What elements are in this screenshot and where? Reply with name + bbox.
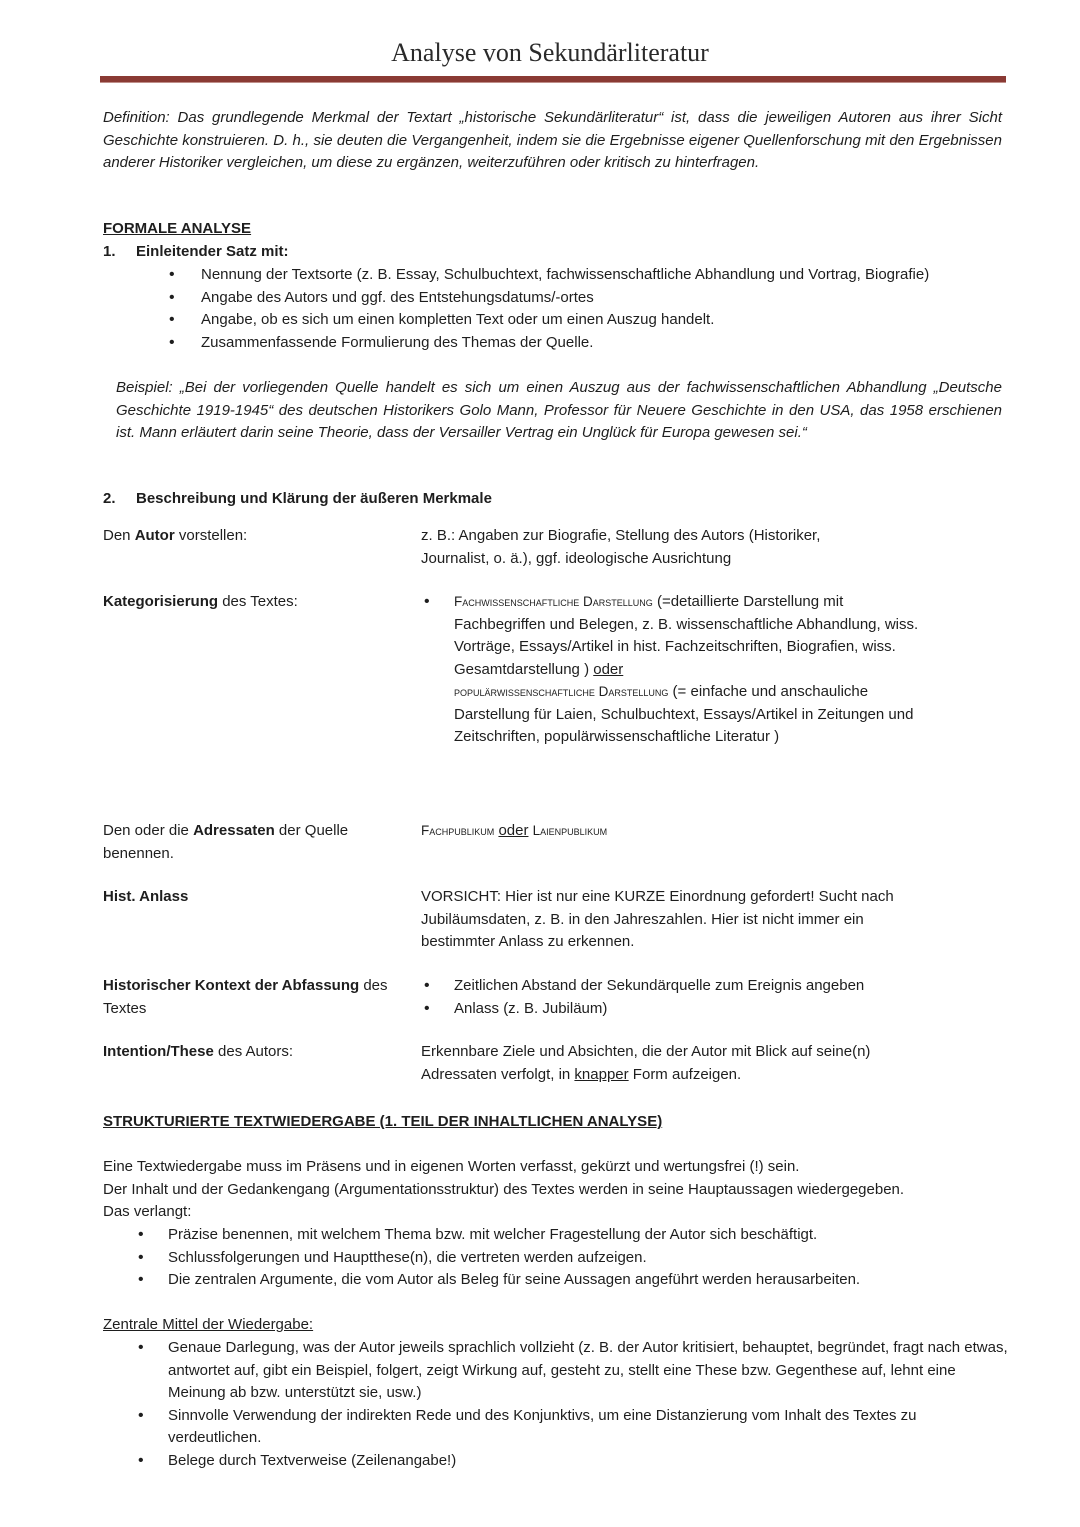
step-2-heading — [103, 488, 803, 511]
row-text-kategorisierung — [454, 591, 934, 749]
smallcaps-term: Fachpublikum — [421, 823, 495, 838]
list-item: • Anlass (z. B. Jubiläum) — [454, 998, 974, 1021]
row-label-anlass: Hist. Anlass — [103, 888, 189, 905]
row-label-kontext — [103, 975, 408, 1020]
list-item: • Präzise benennen, mit welchem Thema bzw. mit welcher Fragestellung der Autor sich beschäftigt. — [168, 1224, 1008, 1247]
step-2-title: Beschreibung und Klärung der äußeren Merkmale — [136, 490, 492, 507]
term-description: (=detaillierte Darstellung mit Fachbegriffen und Belegen, z. B. wissenschaftliche Abhandlung, wiss. Vorträge, Essays/Artikel in hist. Fachzeitschriften, Biografien, wiss. Gesamtdarstellung ) — [454, 593, 919, 678]
step-2-number: 2. — [103, 490, 116, 507]
label-text: Den oder die — [103, 822, 194, 839]
label-bold: Adressaten — [193, 822, 275, 839]
page-title: Analyse von Sekundärliteratur — [391, 38, 709, 67]
label-text: des Autors: — [213, 1043, 294, 1060]
smallcaps-term: Laienpublikum — [532, 823, 608, 838]
row-label-autor — [103, 525, 403, 548]
mittel-list — [168, 1337, 1008, 1472]
body-text: Form aufzeigen. — [628, 1065, 742, 1083]
oder-underlined: oder — [593, 660, 624, 678]
row-label-kategorisierung — [103, 591, 403, 614]
row-text-adressaten — [421, 820, 891, 843]
structured-list — [168, 1224, 1008, 1292]
mittel-heading: Zentrale Mittel der Wiedergabe: — [103, 1316, 314, 1333]
term-description: (= einfache und anschauliche Darstellung für Laien, Schulbuchtext, Essays/Artikel in Zeitungen und Zeitschriften, populärwissenschaftliche Literatur ) — [454, 683, 914, 745]
list-item: • Die zentralen Argumente, die vom Autor als Beleg für seine Aussagen angeführt werden herausarbeiten. — [168, 1269, 1008, 1292]
list-item: • Nennung der Textsorte (z. B. Essay, Schulbuchtext, fachwissenschaftliche Abhandlung und Vortrag, Biografie) — [201, 264, 1002, 287]
intro-line: Das verlangt: — [103, 1203, 192, 1220]
list-item: • Sinnvolle Verwendung der indirekten Rede und des Konjunktivs, um eine Distanzierung vom Inhalt des Textes zu verdeutlichen. — [168, 1405, 1008, 1450]
formal-analysis-heading: FORMALE ANALYSE — [103, 220, 252, 237]
row-label-adressaten — [103, 820, 393, 865]
list-item: • Belege durch Textverweise (Zeilenangabe!) — [168, 1450, 1008, 1473]
list-item: • Angabe des Autors und ggf. des Entstehungsdatums/-ortes — [201, 287, 1002, 310]
step-1-number: 1. — [103, 243, 116, 260]
body-text: Erkennbare Ziele und Absichten, die der Autor mit Blick auf seine(n) Adressaten verfolgt, in — [421, 1043, 871, 1083]
list-item: • Angabe, ob es sich um einen kompletten Text oder um einen Auszug handelt. — [201, 309, 1002, 332]
underlined-word: knapper — [574, 1065, 629, 1083]
label-bold: Intention/These — [103, 1043, 214, 1060]
label-text: der Quelle benennen. — [103, 822, 349, 862]
label-bold: Kategorisierung — [103, 593, 219, 610]
list-item: • Genaue Darlegung, was der Autor jeweils sprachlich vollzieht (z. B. der Autor kritisiert, behauptet, begründet, fragt nach etwas, antwortet auf, gibt ein Beispiel, folgert, zeigt Wirkung auf, gesteht zu, stellt eine These bzw. Gegenthese auf, lehnt eine Meinung ab bzw. unterstützt sie, usw.) — [168, 1337, 1008, 1405]
oder-underlined: oder — [498, 822, 529, 839]
label-text: Den — [103, 527, 135, 544]
row-text-anlass: VORSICHT: Hier ist nur eine KURZE Einordnung gefordert! Sucht nach Jubiläumsdaten, z. B. in den Jahreszahlen. Hier ist nicht immer ein bestimmter Anlass zu erkennen. — [421, 888, 894, 950]
step-1-list — [201, 264, 1002, 354]
step-1-title: Einleitender Satz mit: — [136, 243, 289, 260]
intro-line: Der Inhalt und der Gedankengang (Argumentationsstruktur) des Textes werden in seine Hauptaussagen wiedergegeben. — [103, 1180, 905, 1198]
row-text-autor: z. B.: Angaben zur Biografie, Stellung des Autors (Historiker, Journalist, o. ä.), ggf. ideologische Ausrichtung — [421, 527, 821, 567]
smallcaps-term: Fachwissenschaftliche Darstellung — [454, 594, 653, 609]
row-text-kontext — [454, 975, 974, 1020]
list-item: • Zusammenfassende Formulierung des Themas der Quelle. — [201, 332, 1002, 355]
title-divider — [100, 76, 1006, 83]
label-text: des Textes — [103, 977, 388, 1017]
list-item: • Zeitlichen Abstand der Sekundärquelle zum Ereignis angeben — [454, 975, 974, 998]
label-bold: Historischer Kontext der Abfassung — [103, 977, 360, 994]
example-paragraph: Beispiel: „Bei der vorliegenden Quelle handelt es sich um einen Auszug aus der fachwissenschaftlichen Abhandlung „Deutsche Geschichte 1919-1945“ des deutschen Historikers Golo Mann, Professor für Neuere Geschichte in den USA, das 1958 erschienen ist. Mann erläutert darin seine Theorie, dass der Versailler Vertrag ein Unglück für Europa gewesen sei.“ — [116, 379, 1002, 441]
row-text-intention — [421, 1041, 931, 1086]
list-item: • Schlussfolgerungen und Hauptthese(n), die vertreten werden aufzeigen. — [168, 1247, 1008, 1270]
structured-intro — [103, 1156, 1008, 1224]
structured-heading: STRUKTURIERTE TEXTWIEDERGABE (1. TEIL DER INHALTLICHEN ANALYSE) — [103, 1113, 663, 1130]
row-label-intention — [103, 1041, 403, 1064]
definition-paragraph: Definition: Das grundlegende Merkmal der Textart „historische Sekundärliteratur“ ist, dass die jeweiligen Autoren aus ihrer Sicht Geschichte konstruieren. D. h., sie deuten die Vergangenheit, indem sie die Ergebnisse eigener Quellenforschung mit den Ergebnissen anderer Historiker vergleichen, um diese zu ergänzen, weiterzuführen oder kritisch zu hinterfragen. — [103, 109, 1002, 171]
label-text: des Textes: — [218, 593, 298, 610]
list-item — [454, 591, 934, 749]
label-text: vorstellen: — [174, 527, 248, 544]
step-1-heading — [103, 241, 703, 264]
label-bold: Autor — [134, 527, 175, 544]
intro-line: Eine Textwiedergabe muss im Präsens und in eigenen Worten verfasst, gekürzt und wertungsfrei (!) sein. — [103, 1158, 800, 1175]
smallcaps-term: populärwissenschaftliche Darstellung — [454, 684, 669, 699]
